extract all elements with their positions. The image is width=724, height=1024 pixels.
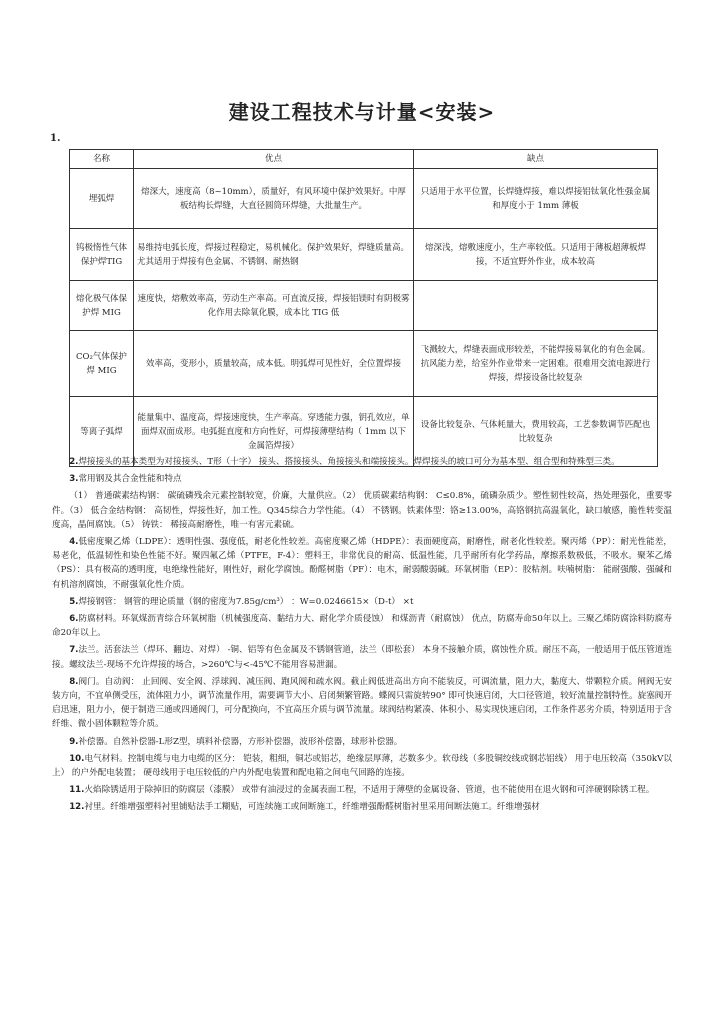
table-row	[70, 229, 658, 281]
row-name: 等离子弧焊	[70, 397, 134, 467]
header-pros: 优点	[134, 150, 414, 169]
header-cons: 缺点	[414, 150, 658, 169]
table-row	[70, 331, 658, 397]
row-pros: 效率高，变形小，质量较高，成本低。明弧焊可见性好，全位置焊接	[134, 331, 414, 397]
paragraph-4: 4.低密度聚乙烯（LDPE）：透明性强、强度低，耐老化性较差。高密度聚乙烯（HDPE）：表面硬度高，耐磨性，耐老化性较差。聚丙烯（PP）：耐光性能差，易老化，低温韧性和染色性能不好。聚四氟乙烯（PTFE，F-4）：塑料王，非常优良的耐高、低温性能，几乎耐所有化学药品，摩擦系数极低，不吸水。聚苯乙烯（PS）：具有极高的透明度，电绝缘性能好，刚性好，耐化学腐蚀。酚醛树脂（PF）：电木，耐弱酸弱碱。环氧树脂（EP）：胶粘剂。呋喃树脂： 能耐强酸、强碱和有机溶剂腐蚀，不耐强氧化性介质。	[52, 537, 672, 590]
section-number: 1.	[50, 133, 61, 144]
table-row	[70, 169, 658, 229]
row-name: 埋弧焊	[70, 169, 134, 229]
row-name: 钨极惰性气体保护焊TIG	[70, 229, 134, 281]
table-header-row	[70, 150, 658, 169]
paragraph-7: 7.法兰。活套法兰（焊环、翻边、对焊） -铜、铝等有色金属及不锈钢管道，法兰（即松套） 本身不接触介质，腐蚀性介质。耐压不高，一般适用于低压管道连接。螺纹法兰-现场不允许焊接的场合，>260℃与<-45℃不能用容易泄漏。	[52, 645, 672, 670]
row-cons: 熔深浅，熔敷速度小，生产率较低。只适用于薄板超薄板焊接，不适宜野外作业，成本较高	[414, 229, 658, 281]
paragraph-3: 3.常用钢及其合金性能和特点	[69, 474, 182, 485]
row-pros: 易维持电弧长度，焊接过程稳定，易机械化。保护效果好，焊缝质量高。尤其适用于焊接有色金属、不锈钢、耐热钢	[134, 229, 414, 281]
row-name: 熔化极气体保护焊 MIG	[70, 281, 134, 331]
paragraph-11: 11.火焰除锈适用于除掉旧的防腐层（漆膜） 或带有油浸过的金属表面工程，不适用于薄壁的金属设备、管道，也不能使用在退火钢和可淬硬钢除锈工程。	[69, 785, 655, 796]
body-text	[52, 455, 672, 818]
paragraph-6: 6.防腐材料。环氧煤沥青综合环氧树脂（机械强度高、黏结力大、耐化学介质侵蚀） 和煤沥青（耐腐蚀） 优点，防腐寿命50年以上。三聚乙烯防腐涂料防腐寿命20年以上。	[52, 614, 672, 639]
page-title: 建设工程技术与计量<安装>	[228, 100, 496, 124]
row-cons: 设备比较复杂、气体耗量大，费用较高，工艺参数调节匹配也比较复杂	[414, 397, 658, 467]
row-pros: 能量集中、温度高，焊接速度快，生产率高。穿透能力强，钥孔效应，单面焊双面成形。电弧挺直度和方向性好，可焊接薄壁结构（ 1mm 以下金属箔焊接）	[134, 397, 414, 467]
header-name: 名称	[70, 150, 134, 169]
paragraph-9: 9.补偿器。自然补偿器-L形Z型，填料补偿器，方形补偿器，波形补偿器，球形补偿器。	[69, 736, 403, 747]
paragraph-10: 10.电气材料。控制电缆与电力电缆的区分： 铠装，粗细，铜芯或铝芯，绝缘层厚薄，芯数多少。软母线（多股铜绞线或钢芯铝线） 用于电压较高（350kV以上） 的户外配电装置； 硬母线用于电压较低的户内外配电装置和配电箱之间电气回路的连接。	[52, 753, 672, 779]
paragraph-2: 2.焊接接头的基本类型为对接接头、T形（十字） 接头、搭接接头、角接接头和端接接头。焊焊接头的坡口可分为基本型、组合型和特殊型三类。	[69, 457, 620, 467]
row-cons: 只适用于水平位置，长焊缝焊接，难以焊接铝钛氧化性强金属和厚度小于 1mm 薄板	[414, 169, 658, 229]
row-cons: 飞溅较大，焊缝表面成形较差，不能焊接易氧化的有色金属。抗风能力差，给室外作业带来一定困难。很难用交流电源进行焊接，焊接设备比较复杂	[414, 331, 658, 397]
row-pros: 熔深大，速度高（8~10mm），质量好，有风环境中保护效果好。中厚板结构长焊缝，大直径圆筒环焊缝，大批量生产。	[134, 169, 414, 229]
welding-comparison-table	[69, 149, 658, 467]
paragraph-8: 8.阀门。自动阀： 止回阀、安全阀、浮球阀、减压阀、跑风阀和疏水阀。截止阀低进高出方向不能装反，可调流量，阻力大，黏度大、带颗粒介质。闸阀无安装方向，不宜单侧受压，流体阻力小，调节流量作用，需要调节大小、启闭频繁管路。蝶阀只需旋转90° 即可快速启闭，大口径管道，较好流量控制特性。旋塞阀开启迅速，阻力小，便于制造三通或四通阀门，可分配换向，不宜高压介质与调节流量。球阀结构紧凑、体积小、易实现快速启闭，工作条件恶劣介质，特别适用于含纤维、微小固体颗粒等介质。	[52, 676, 672, 730]
paragraph-12: 12.衬里。纤维增强塑料衬里铺贴法手工糊贴，可连续施工或间断施工，纤维增强酚醛树脂衬里采用间断法施工。纤维增强材	[69, 802, 540, 813]
row-cons	[414, 281, 658, 331]
table-row	[70, 281, 658, 331]
row-pros: 速度快，熔敷效率高，劳动生产率高。可直流反接，焊接铝镁时有阴极雾化作用去除氧化膜，成本比 TIG 低	[134, 281, 414, 331]
row-name: CO₂气体保护焊 MIG	[70, 331, 134, 397]
paragraph-5: 5.焊接钢管： 钢管的理论质量（钢的密度为7.85g/cm³） ：W=0.0246615×（D-t） ×t	[69, 596, 414, 607]
paragraph-3-detail: （1） 普通碳素结构钢： 碳硫磷残余元素控制较宽，价廉，大量供应。（2） 优质碳素结构钢： C≤0.8%，硫磷杂质少。塑性韧性较高，热处理强化，重要零件。（3） 低合金结构钢： 高韧性，焊接性好，加工性。Q345综合力学性能。（4） 不锈钢。铁素体型：铬≥13.00%，高铬钢抗高温氧化，缺口敏感，脆性转变温度高，晶间腐蚀。（5） 铸铁： 稀接高耐磨性，唯一有害元素硫。	[52, 491, 672, 530]
